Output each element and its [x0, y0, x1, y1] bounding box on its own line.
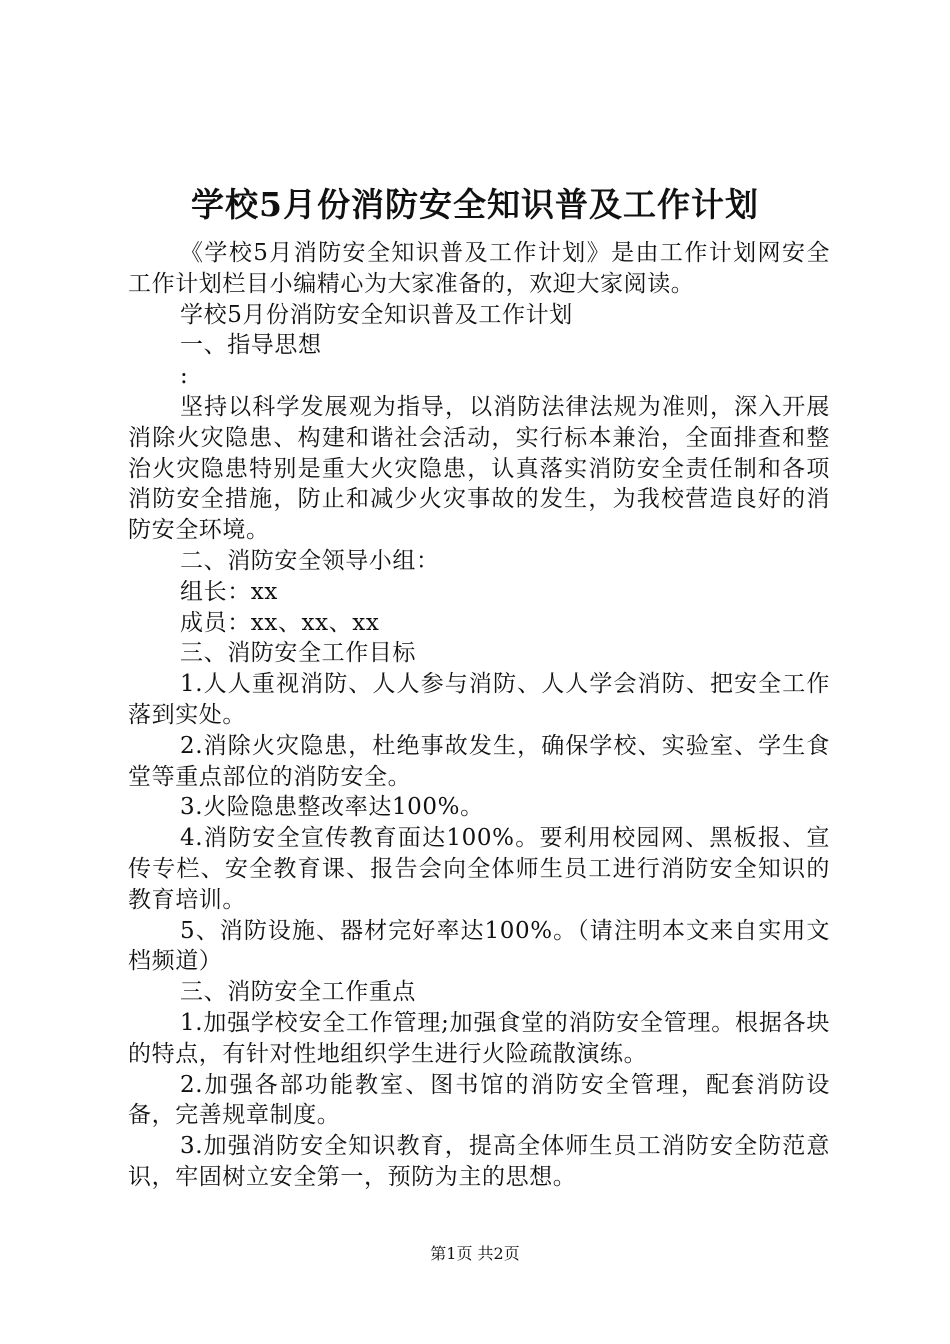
document-title: 学校5月份消防安全知识普及工作计划 [191, 185, 759, 224]
colon-line: : [180, 363, 189, 390]
document-body [128, 238, 830, 1193]
plan-subtitle: 学校5月份消防安全知识普及工作计划 [180, 301, 573, 328]
group-leader-line: 组长：xx [180, 578, 278, 605]
intro-paragraph: 《学校5月消防安全知识普及工作计划》是由工作计划网安全工作计划栏目小编精心为大家准备的，欢迎大家阅读。 [128, 240, 830, 297]
section-heading-work-focus: 三、消防安全工作重点 [180, 979, 416, 1006]
focus-item-3: 3.加强消防安全知识教育，提高全体师生员工消防安全防范意识，牢固树立安全第一，预防为主的思想。 [128, 1133, 830, 1190]
page-footer: 第1页 共2页 [430, 1244, 520, 1263]
section-heading-guiding-ideology: 一、指导思想 [180, 332, 322, 359]
focus-item-1: 1.加强学校安全工作管理;加强食堂的消防安全管理。根据各块的特点，有针对性地组织学生进行火险疏散演练。 [128, 1009, 830, 1067]
goal-item-2: 2.消除火灾隐患，杜绝事故发生，确保学校、实验室、学生食堂等重点部位的消防安全。 [128, 732, 830, 790]
focus-item-2: 2.加强各部功能教室、图书馆的消防安全管理，配套消防设备，完善规章制度。 [128, 1071, 830, 1129]
section-heading-work-goals: 三、消防安全工作目标 [180, 640, 416, 667]
goal-item-5: 5、消防设施、器材完好率达100%。（请注明本文来自实用文档频道） [128, 917, 830, 975]
guiding-ideology-paragraph: 坚持以科学发展观为指导，以消防法律法规为准则，深入开展消除火灾隐患、构建和谐社会活动，实行标本兼治，全面排查和整治火灾隐患特别是重大火灾隐患，认真落实消防安全责任制和各项消防安全措施，防止和减少火灾事故的发生，为我校营造良好的消防安全环境。 [128, 393, 830, 544]
group-members-line: 成员：xx、xx、xx [180, 609, 380, 636]
goal-item-3: 3.火险隐患整改率达100%。 [180, 794, 484, 821]
section-heading-leadership-group: 二、消防安全领导小组： [180, 547, 440, 574]
goal-item-4: 4.消防安全宣传教育面达100%。要利用校园网、黑板报、宣传专栏、安全教育课、报告会向全体师生员工进行消防安全知识的教育培训。 [128, 825, 830, 913]
goal-item-1: 1.人人重视消防、人人参与消防、人人学会消防、把安全工作落到实处。 [128, 671, 830, 728]
